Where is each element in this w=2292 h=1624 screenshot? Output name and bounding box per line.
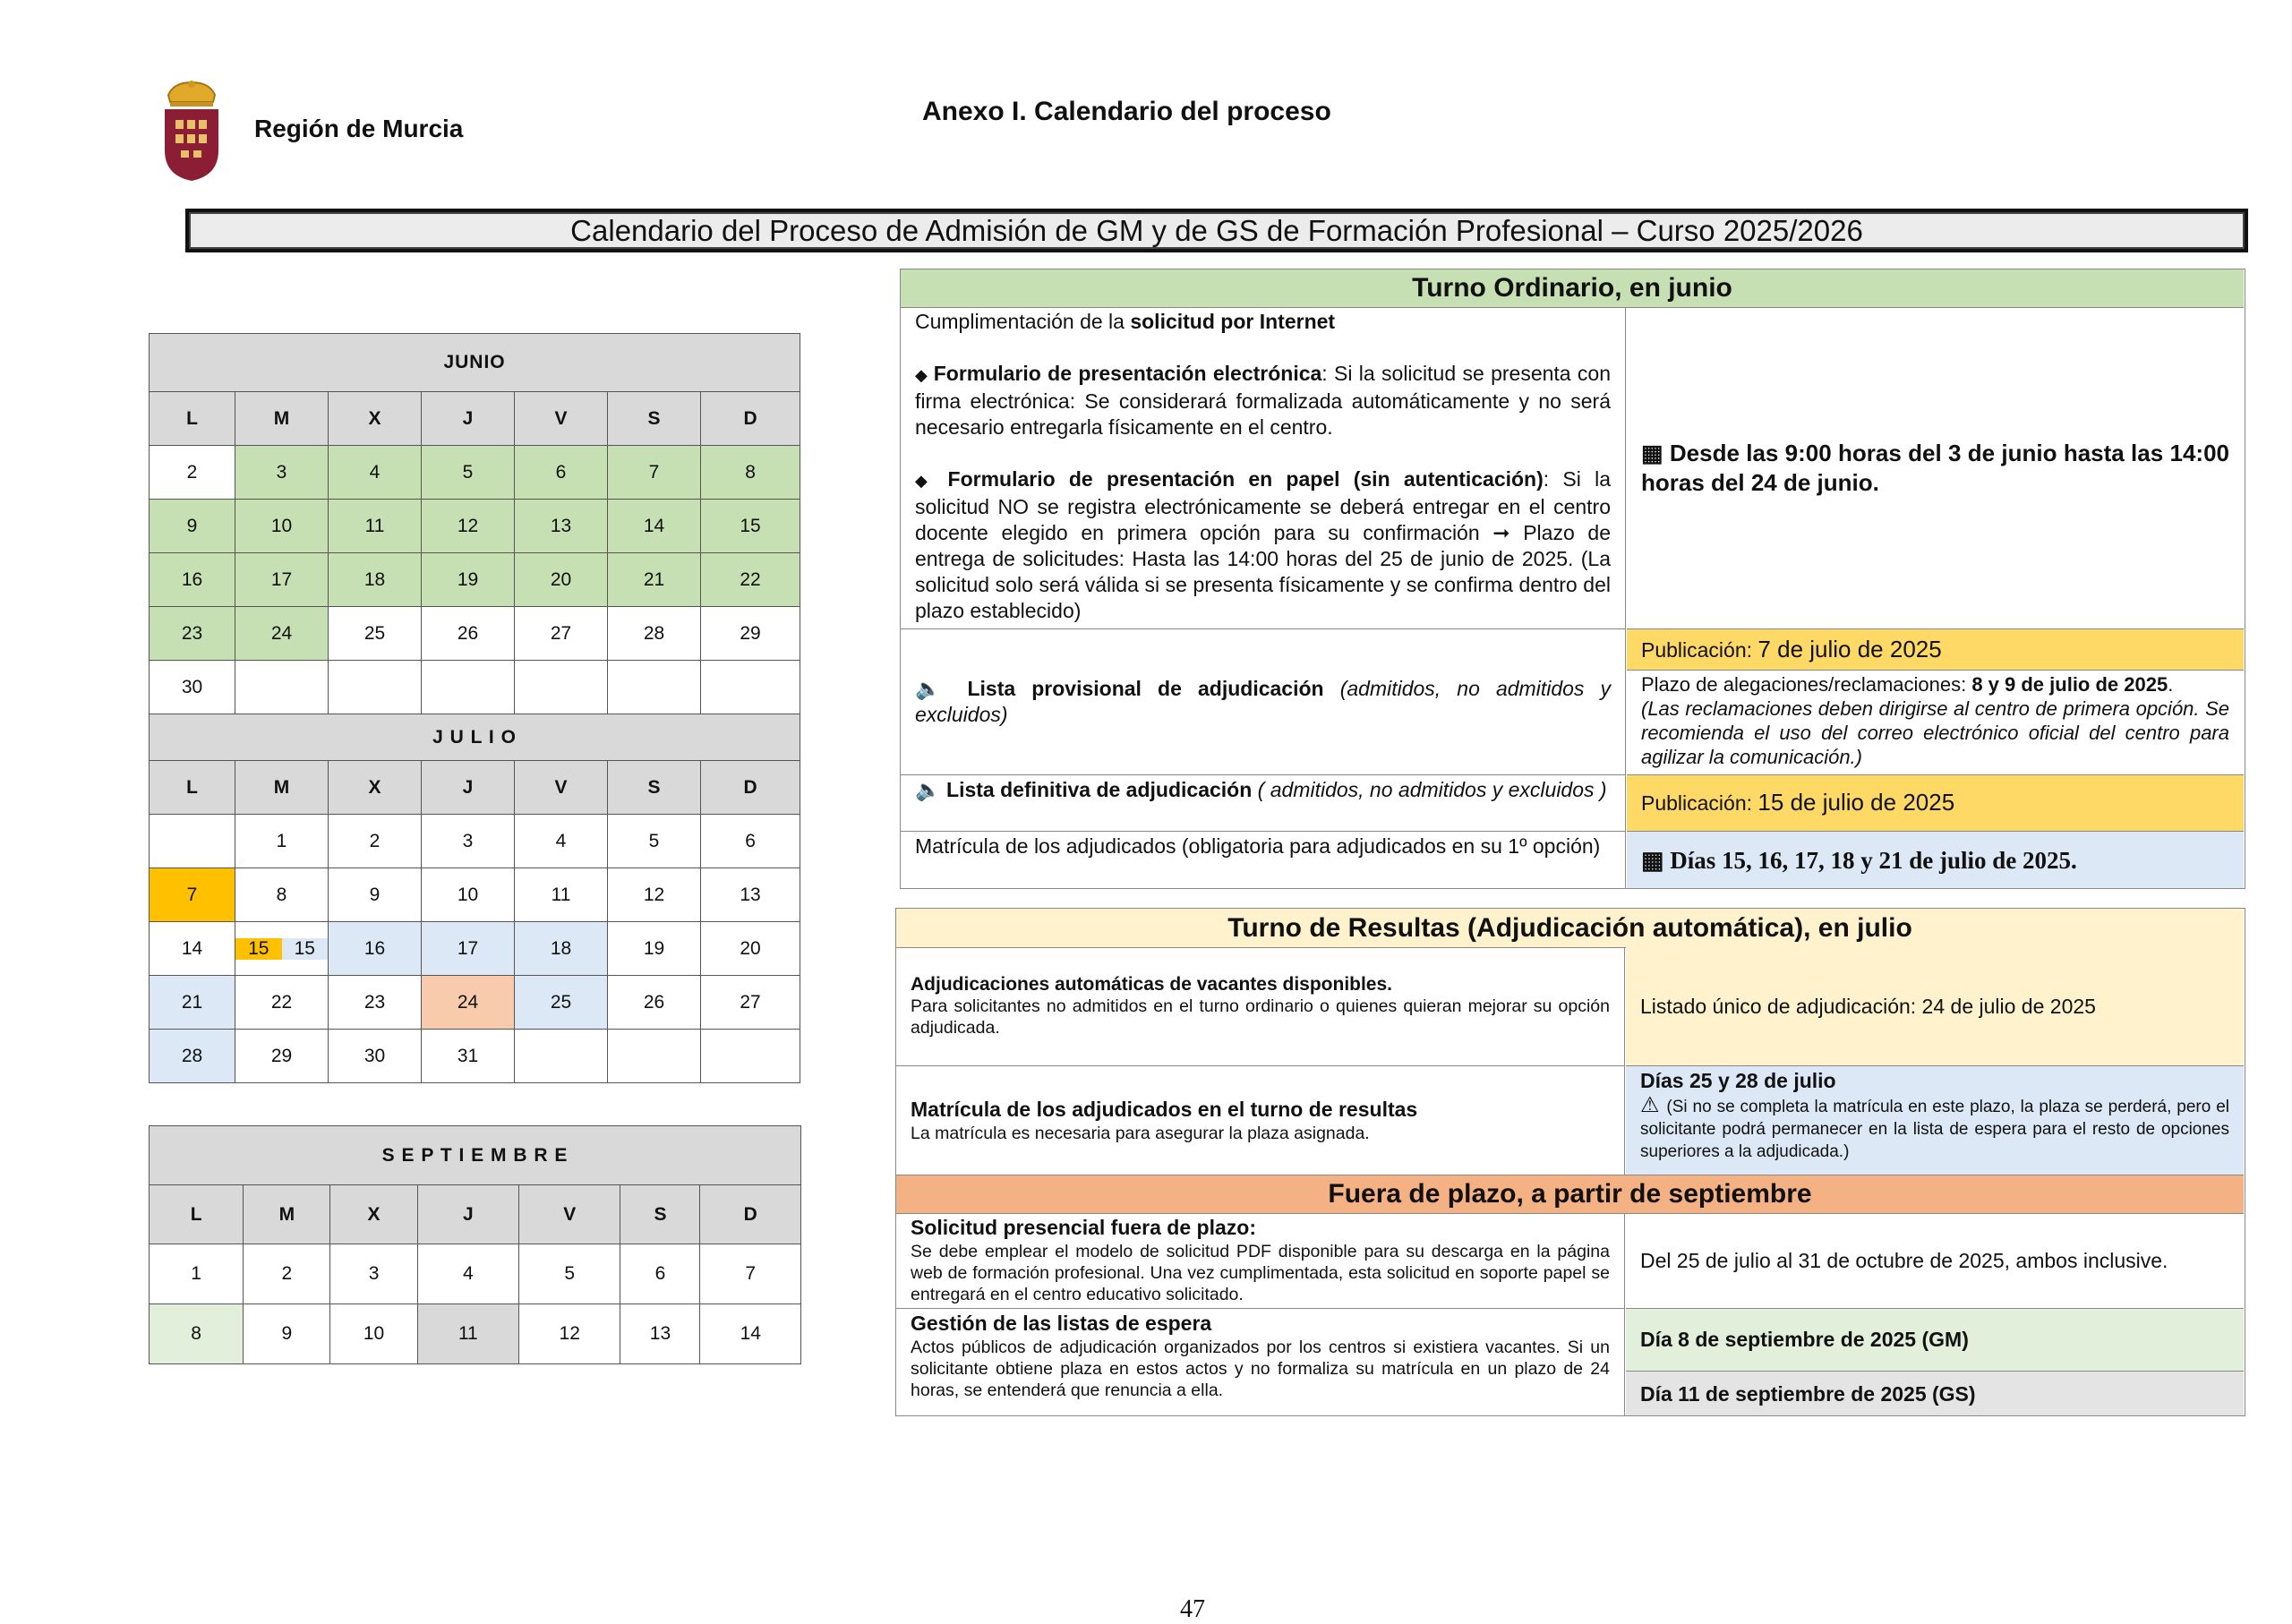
- weekday-header: V: [515, 392, 608, 446]
- day-cell: 17: [235, 553, 329, 607]
- day-cell: 4: [329, 446, 422, 500]
- matricula-resultas-cell: [896, 1066, 1625, 1175]
- matricula-resultas-dates-cell: [1626, 1066, 2244, 1175]
- day-cell: [515, 661, 608, 714]
- weekday-header: V: [519, 1185, 620, 1244]
- day-cell: 9: [150, 500, 235, 553]
- day-cell: 2: [329, 815, 422, 868]
- day-cell: 25: [515, 976, 608, 1030]
- weekday-header: M: [244, 1185, 330, 1244]
- publicacion-provisional-date: 7 de julio de 2025: [1757, 635, 1942, 662]
- weekday-header: S: [608, 392, 701, 446]
- day-cell: 24: [422, 976, 515, 1030]
- alegaciones-cell: Plazo de alegaciones/reclamaciones: 8 y 9 de julio de 2025. (Las reclamaciones deben dirigirse al centro de primera opción. Se recomienda el uso del correo electrónico oficial del centro para agilizar la comunicación.): [1627, 671, 2244, 775]
- matricula-text: Matrícula de los adjudicados (obligatoria para adjudicados en su 1º opción): [915, 834, 1601, 858]
- weekday-header: L: [150, 1185, 244, 1244]
- day-cell-enrollment: 15: [282, 938, 329, 960]
- day-cell: 28: [150, 1030, 235, 1083]
- day-cell: [422, 661, 515, 714]
- publicacion-provisional-cell: [1627, 629, 2244, 671]
- day-cell: 9: [244, 1304, 330, 1364]
- day-cell: 10: [330, 1304, 417, 1364]
- day-cell: 10: [235, 500, 329, 553]
- matricula-resultas-warning: (Si no se completa la matrícula en este plazo, la plaza se perderá, pero el solicitante podrá permanecer en la lista de espera para el resto de opciones superiores a la adjudicada.): [1640, 1098, 2229, 1161]
- day-cell: 5: [608, 815, 701, 868]
- formulario-electronico-title: Formulario de presentación electrónica: [933, 362, 1322, 385]
- day-cell: 20: [515, 553, 608, 607]
- turno-resultas-header: Turno de Resultas (Adjudicación automática), en julio: [896, 909, 2244, 948]
- weekday-header: S: [620, 1185, 700, 1244]
- lista-definitiva-cell: [901, 775, 1626, 832]
- solicitud-presencial-title: Solicitud presencial fuera de plazo:: [911, 1216, 1256, 1239]
- day-cell: 11: [417, 1304, 518, 1364]
- weekday-header: D: [701, 761, 800, 815]
- adjudicaciones-text: Para solicitantes no admitidos en el turno ordinario o quienes quieran mejorar su opción adjudicada.: [911, 996, 1610, 1038]
- day-cell: [235, 661, 329, 714]
- day-cell: 14: [150, 922, 235, 976]
- day-cell: 7: [150, 868, 235, 922]
- day-cell: 1: [235, 815, 329, 868]
- day-cell: 17: [422, 922, 515, 976]
- day-cell: 31: [422, 1030, 515, 1083]
- day-cell: 18: [515, 922, 608, 976]
- listas-espera-title: Gestión de las listas de espera: [911, 1312, 1212, 1335]
- day-cell: 5: [422, 446, 515, 500]
- listas-espera-gs-cell: [1626, 1372, 2244, 1416]
- lista-provisional-cell: [901, 629, 1626, 775]
- lista-definitiva-title: Lista definitiva de adjudicación: [946, 778, 1253, 801]
- day-cell: 5: [519, 1244, 620, 1304]
- day-cell: 8: [235, 868, 329, 922]
- day-cell: [329, 661, 422, 714]
- region-murcia-crest-icon: [161, 79, 222, 183]
- day-cell: 9: [329, 868, 422, 922]
- day-cell: 11: [515, 868, 608, 922]
- day-cell: 8: [150, 1304, 244, 1364]
- day-cell: 22: [701, 553, 800, 607]
- diamond-bullet-icon: ◆: [915, 472, 948, 490]
- calendar-julio: [149, 714, 800, 1083]
- listas-espera-text: Actos públicos de adjudicación organizados por los centros si existiera vacantes. Si un solicitante obtiene plaza en estos actos y no formaliza su matrícula en un plazo de 24 horas, se entenderá que renuncia a ella.: [911, 1338, 1610, 1400]
- day-cell: 7: [608, 446, 701, 500]
- weekday-header: L: [150, 761, 235, 815]
- day-cell: 23: [150, 607, 235, 661]
- warning-icon: ⚠: [1640, 1093, 1667, 1117]
- day-cell: 27: [515, 607, 608, 661]
- weekday-header: J: [417, 1185, 518, 1244]
- plazo-solicitud-text: Desde las 9:00 horas del 3 de junio hasta las 14:00 horas del 24 de junio.: [1641, 439, 2229, 496]
- listas-espera-gm: Día 8 de septiembre de 2025 (GM): [1640, 1328, 1969, 1351]
- listado-unico-cell: [1626, 947, 2244, 1066]
- day-cell: 3: [235, 446, 329, 500]
- calendar-junio: [149, 333, 800, 714]
- day-cell: 26: [422, 607, 515, 661]
- weekday-header: M: [235, 761, 329, 815]
- lista-provisional-note: (admitidos, no admitidos y excluidos): [915, 677, 1612, 726]
- day-cell: 29: [235, 1030, 329, 1083]
- day-cell: 28: [608, 607, 701, 661]
- listas-espera-cell: [896, 1309, 1625, 1416]
- day-cell: 7: [700, 1244, 801, 1304]
- weekday-header: X: [329, 392, 422, 446]
- calendar-septiembre: [149, 1125, 801, 1364]
- day-cell: 2: [244, 1244, 330, 1304]
- day-cell: 6: [515, 446, 608, 500]
- day-cell: 19: [608, 922, 701, 976]
- day-cell-split: [235, 922, 329, 976]
- turno-ordinario-table: [900, 269, 2245, 889]
- day-cell: 14: [608, 500, 701, 553]
- turno-resultas-table: [895, 908, 2245, 1416]
- month-title-junio: JUNIO: [150, 334, 800, 392]
- day-cell: 15: [701, 500, 800, 553]
- adjudicaciones-title: Adjudicaciones automáticas de vacantes disponibles.: [911, 974, 1393, 995]
- solicitud-intro: Cumplimentación de la: [915, 310, 1131, 333]
- solicitud-presencial-date-cell: [1626, 1213, 2244, 1309]
- day-cell-publication: 15: [235, 938, 282, 960]
- day-cell: [701, 661, 800, 714]
- weekday-header: J: [422, 761, 515, 815]
- day-cell: 12: [519, 1304, 620, 1364]
- solicitud-presencial-cell: [896, 1213, 1625, 1309]
- day-cell: 21: [150, 976, 235, 1030]
- day-cell: [515, 1030, 608, 1083]
- day-cell: [608, 661, 701, 714]
- alegaciones-label: Plazo de alegaciones/reclamaciones:: [1641, 673, 1972, 696]
- day-cell: 6: [620, 1244, 700, 1304]
- day-cell: [608, 1030, 701, 1083]
- day-cell: 30: [150, 661, 235, 714]
- matricula-resultas-text: La matrícula es necesaria para asegurar la plaza asignada.: [911, 1124, 1370, 1143]
- day-cell: 16: [329, 922, 422, 976]
- day-cell: 22: [235, 976, 329, 1030]
- speaker-icon: 🔈: [915, 778, 947, 801]
- day-cell: 4: [417, 1244, 518, 1304]
- day-cell: 21: [608, 553, 701, 607]
- day-cell: 24: [235, 607, 329, 661]
- day-cell: 11: [329, 500, 422, 553]
- day-cell: 3: [422, 815, 515, 868]
- day-cell: 12: [608, 868, 701, 922]
- day-cell: 29: [701, 607, 800, 661]
- day-cell: 19: [422, 553, 515, 607]
- calendar-icon: ▦: [1641, 847, 1671, 874]
- fuera-plazo-header: Fuera de plazo, a partir de septiembre: [896, 1175, 2244, 1214]
- region-name: Región de Murcia: [254, 115, 464, 142]
- turno-ordinario-header: Turno Ordinario, en junio: [901, 269, 2244, 308]
- lista-definitiva-note: ( admitidos, no admitidos y excluidos ): [1257, 778, 1607, 801]
- day-cell: 26: [608, 976, 701, 1030]
- weekday-header: S: [608, 761, 701, 815]
- day-cell: 8: [701, 446, 800, 500]
- speaker-icon: 🔈: [915, 677, 968, 700]
- matricula-cell: [901, 832, 1626, 889]
- formulario-papel-text: : Si la solicitud NO se registra electrónicamente se deberá entregar en el centro docente elegido en primera opción para su confirmación ➞ Plazo de entrega de solicitudes: Hasta las 14:00 horas del 25 de junio de 2025. (La solicitud solo será válida si se presenta físicamente y se confirma dentro del plazo establecido): [915, 467, 1611, 622]
- day-cell: 25: [329, 607, 422, 661]
- day-cell: 13: [515, 500, 608, 553]
- listas-espera-gs: Día 11 de septiembre de 2025 (GS): [1640, 1382, 1976, 1406]
- weekday-header: X: [329, 761, 422, 815]
- day-cell: [150, 815, 235, 868]
- plazo-solicitud-cell: [1627, 307, 2244, 629]
- weekday-header: L: [150, 392, 235, 446]
- day-cell: 23: [329, 976, 422, 1030]
- day-cell: 3: [330, 1244, 417, 1304]
- day-cell: 20: [701, 922, 800, 976]
- annex-title: Anexo I. Calendario del proceso: [922, 97, 1331, 126]
- day-cell: 10: [422, 868, 515, 922]
- alegaciones-dates: 8 y 9 de julio de 2025: [1971, 673, 2168, 696]
- day-cell: 2: [150, 446, 235, 500]
- formulario-papel-title: Formulario de presentación en papel (sin autenticación): [947, 467, 1544, 491]
- weekday-header: D: [700, 1185, 801, 1244]
- matricula-dates-cell: [1627, 832, 2244, 889]
- day-cell: 30: [329, 1030, 422, 1083]
- publicacion-definitiva-cell: [1627, 775, 2244, 832]
- weekday-header: M: [235, 392, 329, 446]
- month-title-julio: J U L I O: [150, 714, 800, 761]
- matricula-resultas-dates: Días 25 y 28 de julio: [1640, 1069, 1836, 1092]
- publicacion-label: Publicación:: [1641, 637, 1758, 662]
- lista-provisional-title: Lista provisional de adjudicación: [967, 677, 1324, 700]
- formulario-electronico-text: : Si la solicitud se presenta con firma electrónica: Se considerará formalizada automáticamente y no será necesario entregarla físicamente en el centro.: [915, 362, 1612, 439]
- day-cell: 1: [150, 1244, 244, 1304]
- listas-espera-gm-cell: [1626, 1309, 2244, 1372]
- publicacion-definitiva-date: 15 de julio de 2025: [1757, 789, 1955, 816]
- solicitud-presencial-date: Del 25 de julio al 31 de octubre de 2025, ambos inclusive.: [1640, 1248, 2168, 1272]
- solicitud-presencial-text: Se debe emplear el modelo de solicitud PDF disponible para su descarga en la página web de formación profesional. Una vez cumplimentada, esta solicitud en soporte papel se entregará en el centro educativo solicitado.: [911, 1242, 1610, 1304]
- day-cell: 14: [700, 1304, 801, 1364]
- day-cell: 18: [329, 553, 422, 607]
- day-cell: [701, 1030, 800, 1083]
- adjudicaciones-automaticas-cell: [896, 947, 1625, 1066]
- matricula-dates: Días 15, 16, 17, 18 y 21 de julio de 2025.: [1670, 847, 2077, 874]
- day-cell: 13: [620, 1304, 700, 1364]
- weekday-header: X: [330, 1185, 417, 1244]
- alegaciones-note: (Las reclamaciones deben dirigirse al centro de primera opción. Se recomienda el uso del correo electrónico oficial del centro para agilizar la comunicación.): [1641, 697, 2229, 768]
- matricula-resultas-title: Matrícula de los adjudicados en el turno de resultas: [911, 1098, 1418, 1121]
- day-cell: 16: [150, 553, 235, 607]
- diamond-bullet-icon: ◆: [915, 366, 934, 384]
- weekday-header: J: [422, 392, 515, 446]
- month-title-septiembre: S E P T I E M B R E: [150, 1126, 801, 1185]
- weekday-header: V: [515, 761, 608, 815]
- day-cell: 27: [701, 976, 800, 1030]
- day-cell: 12: [422, 500, 515, 553]
- solicitud-internet-cell: [901, 307, 1626, 629]
- calendar-icon: ▦: [1641, 439, 1670, 466]
- day-cell: 13: [701, 868, 800, 922]
- publicacion-label: Publicación:: [1641, 791, 1758, 815]
- listado-unico-text: Listado único de adjudicación: 24 de julio de 2025: [1640, 994, 2096, 1018]
- page-title: Calendario del Proceso de Admisión de GM y de GS de Formación Profesional – Curso 2025/2026: [185, 209, 2248, 252]
- page-number: 47: [1180, 1595, 1205, 1623]
- solicitud-intro-bold: solicitud por Internet: [1130, 310, 1336, 333]
- day-cell: 4: [515, 815, 608, 868]
- day-cell: 6: [701, 815, 800, 868]
- weekday-header: D: [701, 392, 800, 446]
